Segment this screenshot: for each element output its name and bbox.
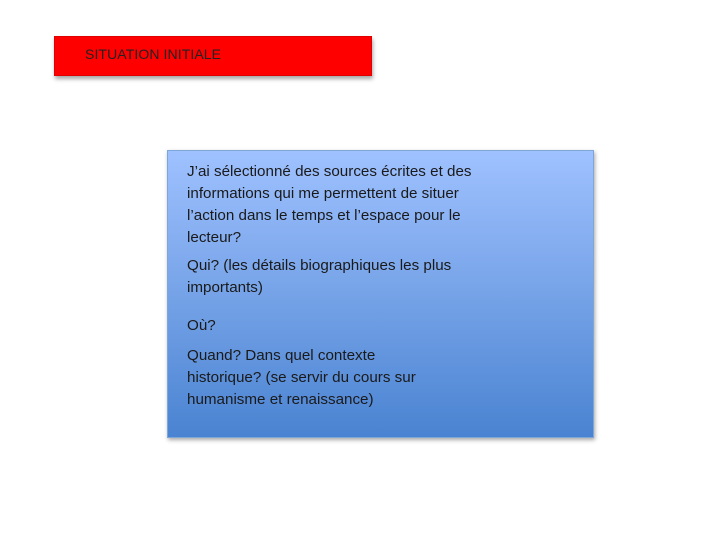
content-panel bbox=[167, 150, 594, 438]
title-banner bbox=[54, 36, 372, 76]
paragraph-qui: Qui? (les détails biographiques les plus importants) bbox=[187, 257, 452, 296]
paragraph-quand: Quand? Dans quel contexte historique? (se servir du cours sur humanisme et renaissance) bbox=[187, 347, 416, 408]
paragraph-sources: J’ai sélectionné des sources écrites et des informations qui me permettent de situer l’action dans le temps et l’espace pour le lecteur? bbox=[187, 163, 472, 246]
paragraph-ou: Où? bbox=[187, 317, 216, 334]
slide-title: SITUATION INITIALE bbox=[85, 46, 222, 62]
